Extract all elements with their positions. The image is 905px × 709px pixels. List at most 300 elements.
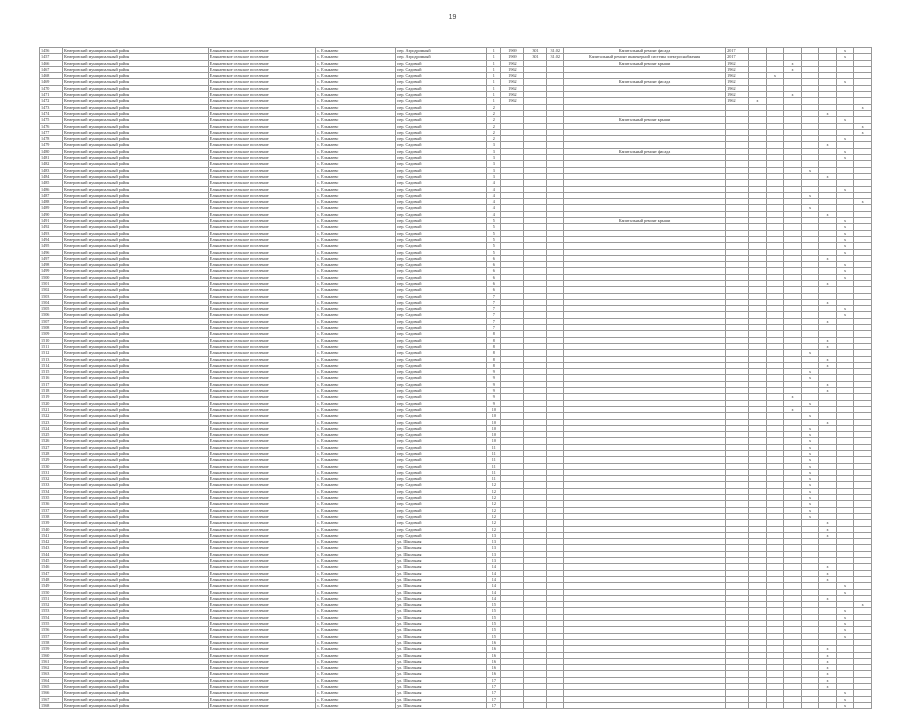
cell-year [726, 702, 749, 708]
cell-street: пер. Садовый [396, 438, 487, 444]
cell-settlement: Елыкаевское сельское поселение [208, 54, 315, 60]
cell-plan-mark-5: x [819, 343, 837, 349]
cell-municipal-district: Кемеровский муниципальный район [63, 280, 209, 286]
cell-municipal-district: Кемеровский муниципальный район [63, 306, 209, 312]
cell-settlement: Елыкаевское сельское поселение [208, 350, 315, 356]
cell-settlement: Елыкаевское сельское поселение [208, 583, 315, 589]
cell-year-built [501, 702, 524, 708]
cell-row-number: 1457 [40, 54, 63, 60]
cell-work-type: Капитальный ремонт фасада [563, 48, 725, 54]
cell-municipal-district: Кемеровский муниципальный район [63, 230, 209, 236]
cell-settlement: Елыкаевское сельское поселение [208, 192, 315, 198]
cell-street: ул. Школьная [396, 595, 487, 601]
cell-row-number: 1523 [40, 419, 63, 425]
cell-plan-mark-4: x [801, 432, 819, 438]
cell-plan-mark-7: x [854, 602, 872, 608]
cell-street: пер. Садовый [396, 425, 487, 431]
cell-row-number: 1518 [40, 388, 63, 394]
cell-settlement: Елыкаевское сельское поселение [208, 186, 315, 192]
cell-locality: с. Елыкаево [316, 608, 396, 614]
cell-settlement: Елыкаевское сельское поселение [208, 104, 315, 110]
cell-locality: с. Елыкаево [316, 400, 396, 406]
cell-settlement: Елыкаевское сельское поселение [208, 79, 315, 85]
cell-locality: с. Елыкаево [316, 66, 396, 72]
cell-street: пер. Садовый [396, 507, 487, 513]
cell-municipal-district: Кемеровский муниципальный район [63, 658, 209, 664]
cell-settlement: Елыкаевское сельское поселение [208, 545, 315, 551]
cell-year: 1962 [726, 92, 749, 98]
cell-street: пер. Садовый [396, 318, 487, 324]
cell-plan-mark-5: x [819, 318, 837, 324]
cell-row-number: 1490 [40, 211, 63, 217]
cell-row-number: 1468 [40, 73, 63, 79]
cell-settlement: Елыкаевское сельское поселение [208, 665, 315, 671]
cell-row-number: 1541 [40, 532, 63, 538]
cell-street: пер. Садовый [396, 161, 487, 167]
cell-locality: с. Елыкаево [316, 677, 396, 683]
cell-locality: с. Елыкаево [316, 394, 396, 400]
cell-house-number: 3 [487, 167, 501, 173]
cell-row-number: 1503 [40, 293, 63, 299]
cell-year-built: 1962 [501, 66, 524, 72]
cell-house-number: 15 [487, 608, 501, 614]
cell-street: ул. Школьная [396, 614, 487, 620]
cell-plan-mark-6: x [836, 306, 854, 312]
cell-plan-mark-6: x [836, 589, 854, 595]
cell-street: пер. Садовый [396, 255, 487, 261]
cell-locality: с. Елыкаево [316, 54, 396, 60]
cell-street: ул. Школьная [396, 583, 487, 589]
cell-municipal-district: Кемеровский муниципальный район [63, 224, 209, 230]
cell-street: ул. Школьная [396, 658, 487, 664]
cell-row-number: 1496 [40, 249, 63, 255]
cell-street: ул. Школьная [396, 677, 487, 683]
cell-settlement: Елыкаевское сельское поселение [208, 444, 315, 450]
cell-settlement: Елыкаевское сельское поселение [208, 400, 315, 406]
table-row [40, 702, 872, 708]
cell-settlement: Елыкаевское сельское поселение [208, 325, 315, 331]
cell-municipal-district: Кемеровский муниципальный район [63, 457, 209, 463]
cell-house-number: 15 [487, 621, 501, 627]
cell-plan-mark-4: x [801, 192, 819, 198]
cell-locality: с. Елыкаево [316, 104, 396, 110]
cell-street: пер. Садовый [396, 369, 487, 375]
cell-street: пер. Садовый [396, 532, 487, 538]
cell-row-number: 1476 [40, 123, 63, 129]
cell-row-number: 1527 [40, 444, 63, 450]
cell-municipal-district: Кемеровский муниципальный район [63, 690, 209, 696]
cell-municipal-district: Кемеровский муниципальный район [63, 205, 209, 211]
cell-municipal-district: Кемеровский муниципальный район [63, 331, 209, 337]
cell-settlement: Елыкаевское сельское поселение [208, 627, 315, 633]
cell-locality: с. Елыкаево [316, 696, 396, 702]
cell-street: пер. Садовый [396, 287, 487, 293]
cell-municipal-district: Кемеровский муниципальный район [63, 142, 209, 148]
cell-house-number: 1 [487, 60, 501, 66]
cell-municipal-district: Кемеровский муниципальный район [63, 299, 209, 305]
cell-row-number: 1474 [40, 110, 63, 116]
cell-plan-mark-6: x [836, 224, 854, 230]
cell-settlement: Елыкаевское сельское поселение [208, 155, 315, 161]
cell-work-type: Капитальный ремонт инженерной системы электроснабжения [563, 54, 725, 60]
cell-house-number: 1 [487, 79, 501, 85]
cell-settlement: Елыкаевское сельское поселение [208, 123, 315, 129]
cell-street: пер. Садовый [396, 98, 487, 104]
cell-street: пер. Садовый [396, 419, 487, 425]
cell-street: пер. Садовый [396, 413, 487, 419]
cell-street: пер. Садовый [396, 186, 487, 192]
cell-street: пер. Садовый [396, 173, 487, 179]
cell-settlement: Елыкаевское сельское поселение [208, 262, 315, 268]
cell-row-number: 1552 [40, 602, 63, 608]
cell-settlement: Елыкаевское сельское поселение [208, 658, 315, 664]
cell-locality: с. Елыкаево [316, 262, 396, 268]
cell-row-number: 1502 [40, 287, 63, 293]
cell-row-number: 1509 [40, 331, 63, 337]
cell-street: пер. Садовый [396, 381, 487, 387]
cell-locality: с. Елыкаево [316, 413, 396, 419]
cell-municipal-district: Кемеровский муниципальный район [63, 104, 209, 110]
cell-locality: с. Елыкаево [316, 388, 396, 394]
cell-house-number: 8 [487, 350, 501, 356]
cell-street: ул. Школьная [396, 551, 487, 557]
cell-municipal-district: Кемеровский муниципальный район [63, 155, 209, 161]
cell-street: пер. Садовый [396, 388, 487, 394]
cell-municipal-district: Кемеровский муниципальный район [63, 343, 209, 349]
cell-locality: с. Елыкаево [316, 224, 396, 230]
cell-street: пер. Садовый [396, 350, 487, 356]
cell-municipal-district: Кемеровский муниципальный район [63, 444, 209, 450]
cell-municipal-district: Кемеровский муниципальный район [63, 293, 209, 299]
cell-locality: с. Елыкаево [316, 652, 396, 658]
cell-settlement: Елыкаевское сельское поселение [208, 218, 315, 224]
page-number: 19 [448, 14, 457, 21]
cell-settlement: Елыкаевское сельское поселение [208, 633, 315, 639]
cell-plan-mark-6: x [836, 583, 854, 589]
cell-house-number: 12 [487, 482, 501, 488]
cell-street: пер. Садовый [396, 325, 487, 331]
cell-house-number: 10 [487, 432, 501, 438]
cell-locality: с. Елыкаево [316, 513, 396, 519]
cell-row-number: 1495 [40, 243, 63, 249]
cell-settlement: Елыкаевское сельское поселение [208, 299, 315, 305]
cell-settlement: Елыкаевское сельское поселение [208, 419, 315, 425]
cell-settlement: Елыкаевское сельское поселение [208, 236, 315, 242]
cell-house-number: 16 [487, 646, 501, 652]
cell-settlement: Елыкаевское сельское поселение [208, 671, 315, 677]
cell-street: пер. Садовый [396, 513, 487, 519]
cell-plan-mark-3: x [784, 406, 802, 412]
cell-plan-mark-2 [766, 702, 784, 708]
cell-settlement: Елыкаевское сельское поселение [208, 469, 315, 475]
cell-plan-mark-6: x [836, 633, 854, 639]
cell-municipal-district: Кемеровский муниципальный район [63, 123, 209, 129]
cell-plan-mark-5: x [819, 677, 837, 683]
cell-municipal-district: Кемеровский муниципальный район [63, 268, 209, 274]
cell-row-number: 1516 [40, 375, 63, 381]
cell-settlement: Елыкаевское сельское поселение [208, 526, 315, 532]
cell-municipal-district: Кемеровский муниципальный район [63, 167, 209, 173]
cell-settlement: Елыкаевское сельское поселение [208, 690, 315, 696]
cell-row-number: 1532 [40, 476, 63, 482]
cell-house-number: 11 [487, 444, 501, 450]
cell-settlement: Елыкаевское сельское поселение [208, 180, 315, 186]
cell-house-number: 9 [487, 394, 501, 400]
cell-house-number: 1 [487, 73, 501, 79]
register-body [40, 48, 872, 709]
cell-municipal-district: Кемеровский муниципальный район [63, 381, 209, 387]
cell-street: пер. Садовый [396, 299, 487, 305]
cell-locality: с. Елыкаево [316, 362, 396, 368]
cell-row-number: 1559 [40, 646, 63, 652]
cell-plan-mark-6: x [836, 702, 854, 708]
cell-street: пер. Садовый [396, 520, 487, 526]
cell-settlement: Елыкаевское сельское поселение [208, 388, 315, 394]
cell-row-number: 1466 [40, 60, 63, 66]
cell-row-number: 1507 [40, 318, 63, 324]
cell-street: пер. Садовый [396, 218, 487, 224]
cell-row-number: 1536 [40, 501, 63, 507]
cell-street: пер. Садовый [396, 148, 487, 154]
cell-plan-mark-6: x [836, 54, 854, 60]
cell-row-number: 1564 [40, 677, 63, 683]
cell-house-number: 2 [487, 123, 501, 129]
cell-street: ул. Школьная [396, 545, 487, 551]
cell-locality: с. Елыкаево [316, 79, 396, 85]
cell-house-number: 13 [487, 551, 501, 557]
cell-settlement: Елыкаевское сельское поселение [208, 507, 315, 513]
cell-street: пер. Садовый [396, 400, 487, 406]
cell-settlement: Елыкаевское сельское поселение [208, 318, 315, 324]
cell-locality: с. Елыкаево [316, 476, 396, 482]
cell-locality: с. Елыкаево [316, 457, 396, 463]
cell-row-number: 1550 [40, 589, 63, 595]
cell-house-number: 17 [487, 702, 501, 708]
cell-plan-mark-3: x [784, 66, 802, 72]
cell-row-number: 1557 [40, 633, 63, 639]
cell-locality: с. Елыкаево [316, 110, 396, 116]
cell-locality: с. Елыкаево [316, 85, 396, 91]
cell-house-number: 14 [487, 595, 501, 601]
cell-date: 31.02 [547, 54, 563, 60]
cell-settlement: Елыкаевское сельское поселение [208, 224, 315, 230]
cell-plan-mark-4: x [801, 451, 819, 457]
cell-date [547, 702, 563, 708]
cell-house-number: 8 [487, 343, 501, 349]
cell-settlement: Елыкаевское сельское поселение [208, 243, 315, 249]
cell-house-number: 13 [487, 558, 501, 564]
cell-locality: с. Елыкаево [316, 356, 396, 362]
cell-municipal-district: Кемеровский муниципальный район [63, 117, 209, 123]
cell-plan-mark-5: x [819, 520, 837, 526]
cell-row-number: 1531 [40, 469, 63, 475]
cell-street: ул. Школьная [396, 627, 487, 633]
cell-street: пер. Садовый [396, 79, 487, 85]
cell-row-number: 1467 [40, 66, 63, 72]
cell-plan-mark-5: x [819, 388, 837, 394]
cell-plan-mark-4: x [801, 369, 819, 375]
cell-locality: с. Елыкаево [316, 558, 396, 564]
cell-house-number: 7 [487, 293, 501, 299]
cell-street: пер. Садовый [396, 432, 487, 438]
cell-house-number: 2 [487, 104, 501, 110]
cell-plan-mark-6: x [836, 312, 854, 318]
cell-plan-mark-5: x [819, 652, 837, 658]
cell-plan-mark-6: x [836, 274, 854, 280]
cell-municipal-district: Кемеровский муниципальный район [63, 60, 209, 66]
cell-settlement: Елыкаевское сельское поселение [208, 576, 315, 582]
cell-locality: с. Елыкаево [316, 186, 396, 192]
cell-house-number: 1 [487, 48, 501, 54]
cell-locality: с. Елыкаево [316, 318, 396, 324]
cell-settlement: Елыкаевское сельское поселение [208, 167, 315, 173]
cell-street: пер. Садовый [396, 205, 487, 211]
cell-street: пер. Садовый [396, 469, 487, 475]
cell-row-number: 1543 [40, 545, 63, 551]
cell-house-number: 10 [487, 413, 501, 419]
cell-house-number: 5 [487, 249, 501, 255]
cell-street: пер. Садовый [396, 306, 487, 312]
cell-plan-mark-5: x [819, 419, 837, 425]
cell-row-number: 1473 [40, 104, 63, 110]
cell-street: пер. Аэродромный [396, 48, 487, 54]
cell-plan-mark-6: x [836, 230, 854, 236]
cell-house-number: 10 [487, 425, 501, 431]
cell-house-number: 9 [487, 369, 501, 375]
cell-row-number: 1545 [40, 558, 63, 564]
cell-row-number: 1547 [40, 570, 63, 576]
cell-settlement: Елыкаевское сельское поселение [208, 161, 315, 167]
cell-row-number: 1551 [40, 595, 63, 601]
cell-plan-mark-6: x [836, 249, 854, 255]
cell-locality: с. Елыкаево [316, 576, 396, 582]
cell-settlement: Елыкаевское сельское поселение [208, 211, 315, 217]
cell-municipal-district: Кемеровский муниципальный район [63, 602, 209, 608]
cell-house-number: 7 [487, 318, 501, 324]
cell-street: пер. Садовый [396, 488, 487, 494]
cell-plan-mark-1: x [749, 98, 767, 104]
cell-house-number: 11 [487, 476, 501, 482]
cell-work-type: Капитальный ремонт крыши [563, 218, 725, 224]
cell-row-number: 1535 [40, 495, 63, 501]
cell-year: 1962 [726, 98, 749, 104]
cell-plan-mark-5 [819, 702, 837, 708]
cell-plan-mark-5: x [819, 110, 837, 116]
cell-row-number: 1488 [40, 199, 63, 205]
cell-municipal-district: Кемеровский муниципальный район [63, 633, 209, 639]
cell-house-number: 12 [487, 520, 501, 526]
cell-locality: с. Елыкаево [316, 306, 396, 312]
cell-locality: с. Елыкаево [316, 639, 396, 645]
cell-street: ул. Школьная [396, 696, 487, 702]
cell-street: пер. Аэродромный [396, 54, 487, 60]
cell-street: пер. Садовый [396, 375, 487, 381]
cell-row-number: 1556 [40, 627, 63, 633]
cell-settlement: Елыкаевское сельское поселение [208, 532, 315, 538]
cell-year-built: 1962 [501, 73, 524, 79]
cell-house-number: 17 [487, 683, 501, 689]
cell-plan-mark-4: x [801, 488, 819, 494]
cell-house-number: 7 [487, 299, 501, 305]
cell-municipal-district: Кемеровский муниципальный район [63, 683, 209, 689]
cell-plan-mark-3 [784, 702, 802, 708]
cell-municipal-district: Кемеровский муниципальный район [63, 469, 209, 475]
cell-house-number: 13 [487, 545, 501, 551]
cell-locality: с. Елыкаево [316, 155, 396, 161]
cell-locality: с. Елыкаево [316, 507, 396, 513]
cell-street: пер. Садовый [396, 444, 487, 450]
cell-municipal-district: Кемеровский муниципальный район [63, 243, 209, 249]
cell-street: пер. Садовый [396, 394, 487, 400]
cell-house-number: 5 [487, 236, 501, 242]
cell-house-number: 16 [487, 639, 501, 645]
cell-house-number: 1 [487, 85, 501, 91]
cell-house-number: 12 [487, 488, 501, 494]
cell-year: 2017 [726, 54, 749, 60]
cell-plan-mark-5: x [819, 683, 837, 689]
cell-row-number: 1540 [40, 526, 63, 532]
cell-year: 1962 [726, 66, 749, 72]
cell-municipal-district: Кемеровский муниципальный район [63, 476, 209, 482]
cell-municipal-district: Кемеровский муниципальный район [63, 539, 209, 545]
cell-municipal-district: Кемеровский муниципальный район [63, 621, 209, 627]
cell-settlement: Елыкаевское сельское поселение [208, 381, 315, 387]
cell-row-number: 1475 [40, 117, 63, 123]
cell-row-number: 1492 [40, 224, 63, 230]
cell-plan-mark-4: x [801, 425, 819, 431]
cell-house-number: 1 [487, 54, 501, 60]
cell-street: ул. Школьная [396, 570, 487, 576]
cell-house-number: 2 [487, 129, 501, 135]
cell-house-number: 13 [487, 532, 501, 538]
cell-municipal-district: Кемеровский муниципальный район [63, 532, 209, 538]
cell-settlement: Елыкаевское сельское поселение [208, 652, 315, 658]
cell-house-number: 9 [487, 381, 501, 387]
cell-row-number: 1514 [40, 362, 63, 368]
cell-locality: с. Елыкаево [316, 702, 396, 708]
capital-repair-register-table [39, 47, 872, 709]
cell-house-number: 10 [487, 419, 501, 425]
cell-settlement: Елыкаевское сельское поселение [208, 589, 315, 595]
cell-house-number: 11 [487, 469, 501, 475]
cell-municipal-district: Кемеровский муниципальный район [63, 589, 209, 595]
cell-street: пер. Садовый [396, 343, 487, 349]
cell-row-number: 1493 [40, 230, 63, 236]
cell-plan-mark-4: x [801, 444, 819, 450]
cell-street: ул. Школьная [396, 621, 487, 627]
cell-row-number: 1526 [40, 438, 63, 444]
cell-house-number: 14 [487, 589, 501, 595]
cell-plan-mark-4: x [801, 463, 819, 469]
cell-locality: с. Елыкаево [316, 469, 396, 475]
cell-plan-mark-5: x [819, 211, 837, 217]
cell-municipal-district: Кемеровский муниципальный район [63, 564, 209, 570]
cell-row-number: 1554 [40, 614, 63, 620]
cell-settlement: Елыкаевское сельское поселение [208, 110, 315, 116]
cell-row-number: 1563 [40, 671, 63, 677]
cell-house-number: 5 [487, 230, 501, 236]
cell-row-number: 1519 [40, 394, 63, 400]
cell-street: пер. Садовый [396, 224, 487, 230]
cell-municipal-district: Кемеровский муниципальный район [63, 161, 209, 167]
cell-plan-mark-1 [749, 702, 767, 708]
cell-settlement: Елыкаевское сельское поселение [208, 425, 315, 431]
cell-municipal-district: Кемеровский муниципальный район [63, 375, 209, 381]
cell-house-number: 12 [487, 501, 501, 507]
cell-house-number: 7 [487, 306, 501, 312]
cell-row-number: 1501 [40, 280, 63, 286]
cell-house-number: 17 [487, 690, 501, 696]
